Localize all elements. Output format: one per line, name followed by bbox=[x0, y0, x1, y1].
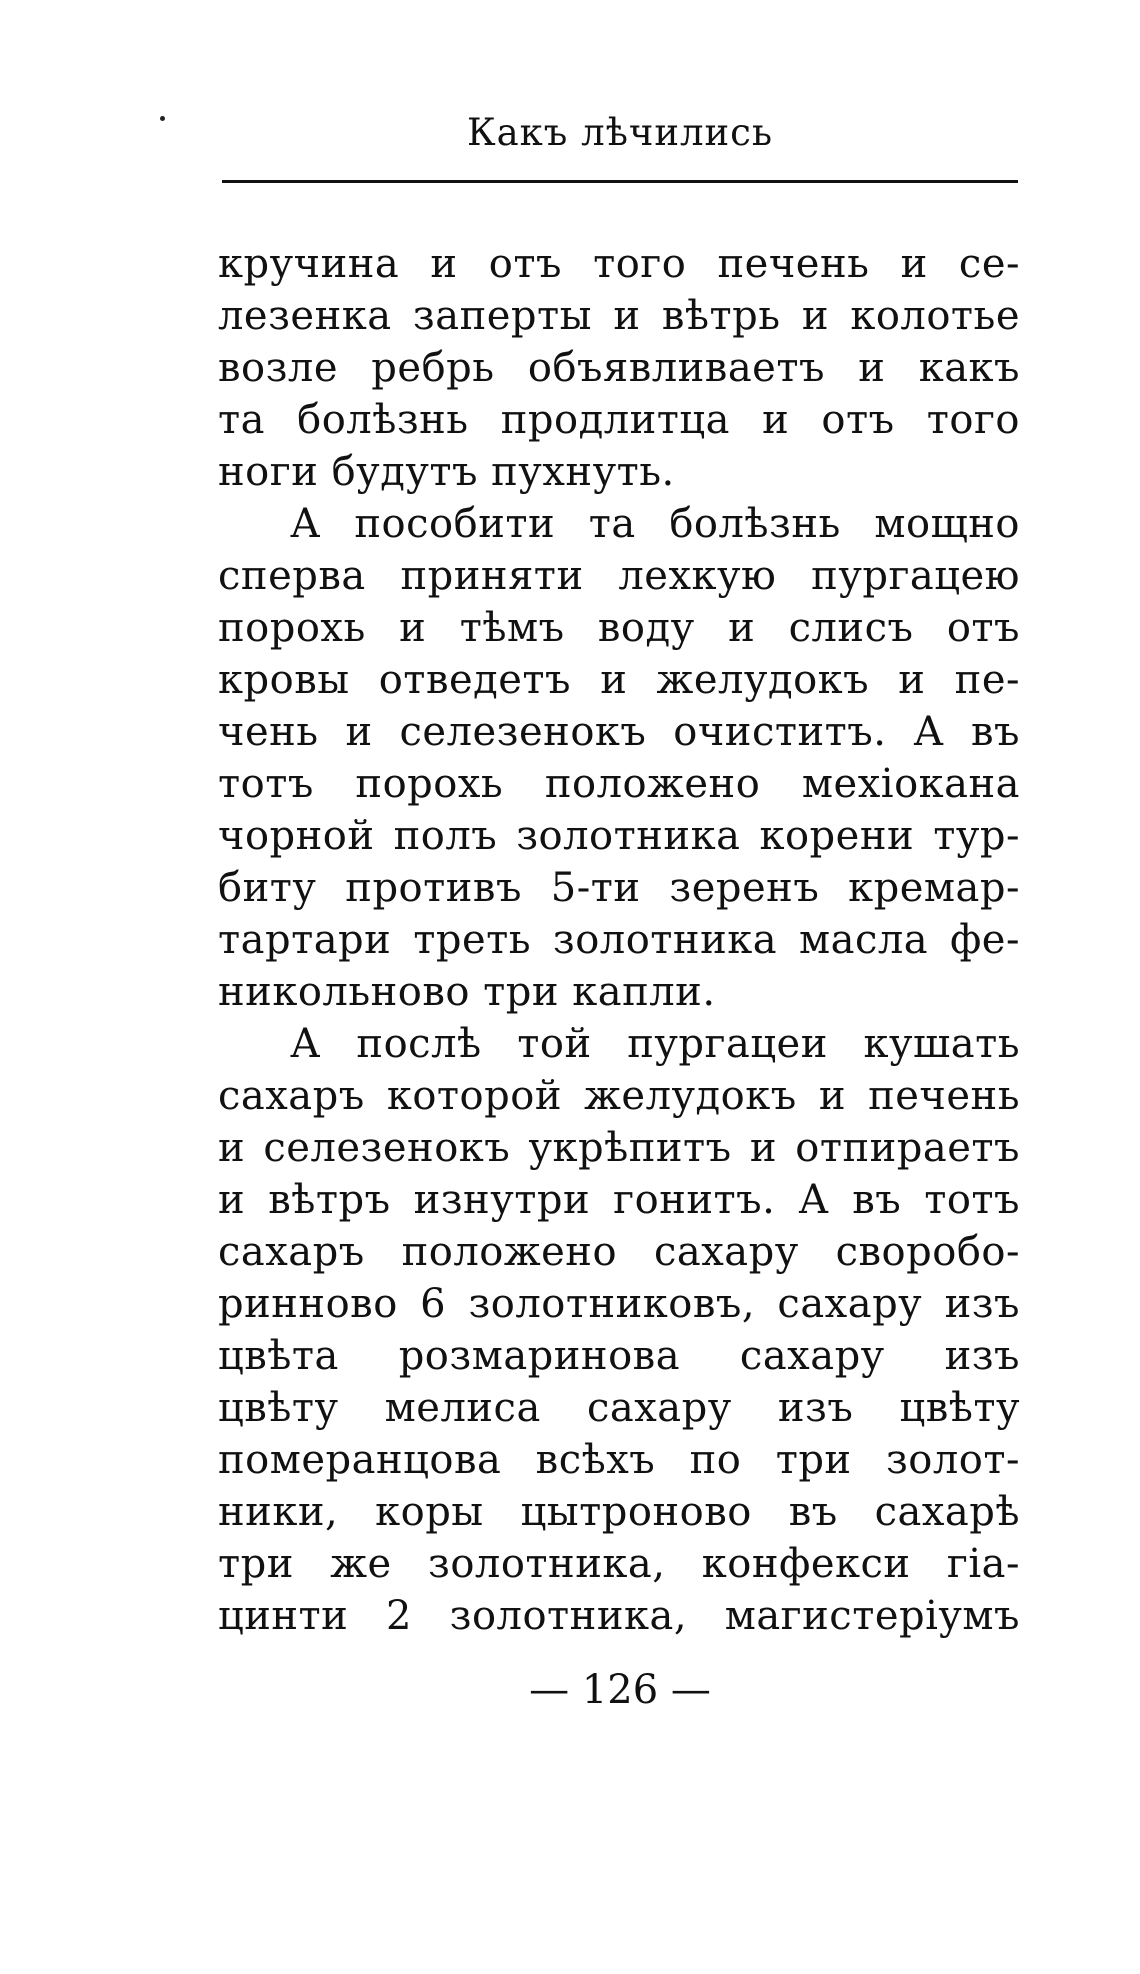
page-number: — 126 — bbox=[529, 1667, 711, 1713]
text-line: цинти 2 золотника, магистеріумъ bbox=[218, 1593, 1020, 1639]
text-line: три же золотника, конфекси гіа- bbox=[218, 1541, 1020, 1587]
text-line: лезенка заперты и вѣтрь и колотье bbox=[218, 293, 1020, 339]
text-line: тартари треть золотника масла фе- bbox=[218, 917, 1020, 963]
text-line: сперва приняти лехкую пургацею bbox=[218, 553, 1020, 599]
stray-dot-mark bbox=[160, 116, 165, 121]
text-line: померанцова всѣхъ по три золот- bbox=[218, 1437, 1020, 1483]
header-rule bbox=[222, 180, 1018, 183]
text-line: риннoво 6 золотниковъ, сахару изъ bbox=[218, 1281, 1020, 1327]
text-line: возле ребрь объявливаетъ и какъ bbox=[218, 345, 1020, 391]
text-line: никольново три капли. bbox=[218, 969, 716, 1015]
running-head: Какъ лѣчились bbox=[466, 111, 774, 154]
text-line: и селезенокъ укрѣпитъ и отпираетъ bbox=[218, 1125, 1020, 1171]
text-line: ники, коры цытроново въ сахарѣ bbox=[218, 1489, 1020, 1535]
text-line: тотъ порохь положено мехіокана bbox=[218, 761, 1020, 807]
text-line: цвѣта розмаринова сахару изъ bbox=[218, 1333, 1020, 1379]
text-line: ноги будутъ пухнуть. bbox=[218, 449, 675, 495]
text-line: и вѣтръ изнутри гонитъ. А въ тотъ bbox=[218, 1177, 1020, 1223]
text-line: кровы отведетъ и желудокъ и пе- bbox=[218, 657, 1020, 703]
text-line: сахаръ которой желудокъ и печень bbox=[218, 1073, 1020, 1119]
text-line: та болѣзнь продлитца и отъ того bbox=[218, 397, 1020, 443]
text-line: биту противъ 5-ти зеренъ кремар- bbox=[218, 865, 1020, 911]
text-line: А пособити та болѣзнь мощно bbox=[290, 501, 1020, 547]
body-text bbox=[218, 238, 1020, 1642]
text-line: цвѣту мелиса сахару изъ цвѣту bbox=[218, 1385, 1020, 1431]
text-line: кручина и отъ того печень и се- bbox=[218, 241, 1020, 287]
text-line: чорной полъ золотника корени тур- bbox=[218, 813, 1020, 859]
text-line: порохь и тѣмъ воду и слисъ отъ bbox=[218, 605, 1020, 651]
text-line: А послѣ той пургацеи кушать bbox=[290, 1021, 1020, 1067]
text-line: чень и селезенокъ очиститъ. А въ bbox=[218, 709, 1020, 755]
text-line: сахаръ положено сахару своробо- bbox=[218, 1229, 1020, 1275]
